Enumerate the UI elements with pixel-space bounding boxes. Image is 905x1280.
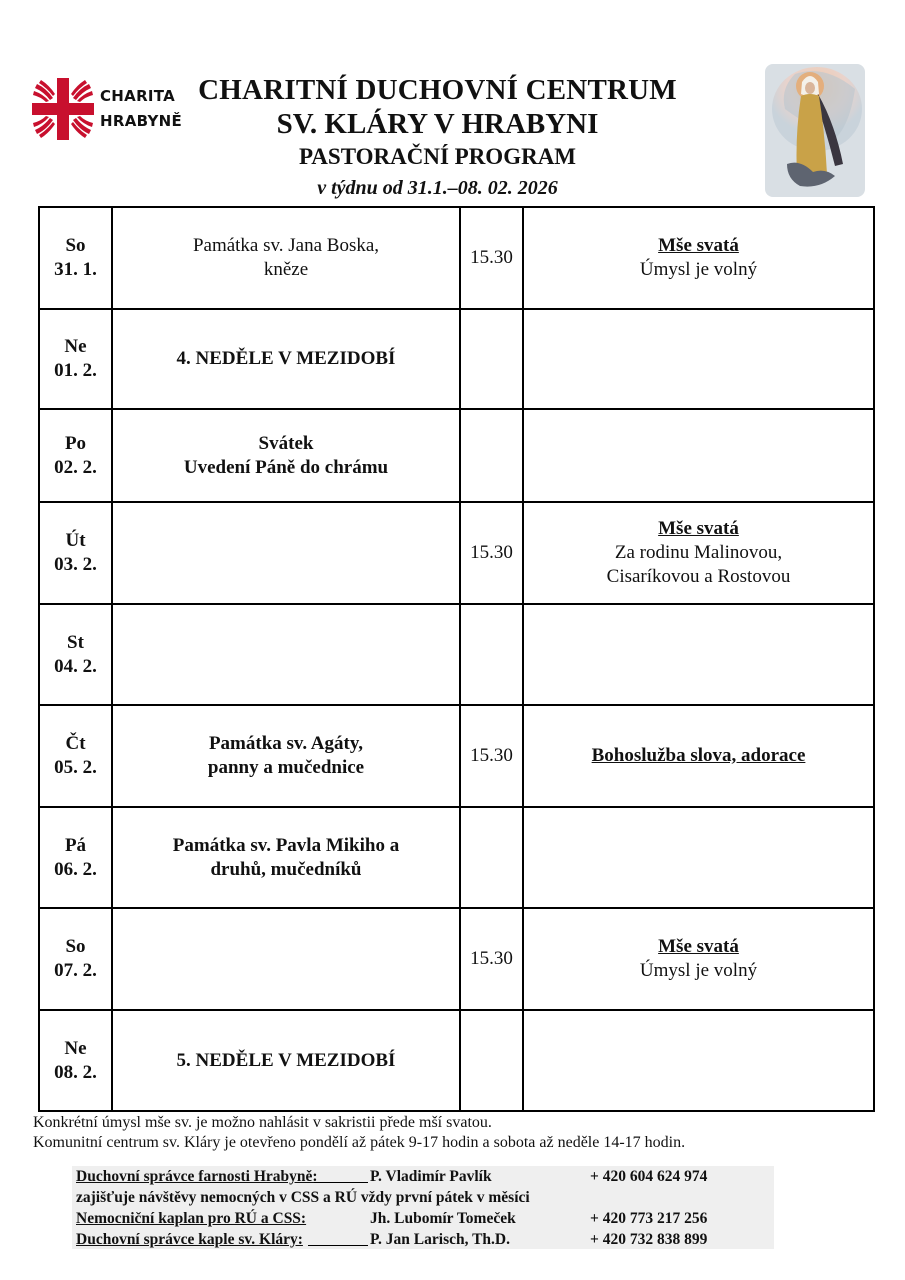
- day-cell: [39, 604, 112, 705]
- event-cell: [523, 1010, 874, 1111]
- day-name: So: [65, 936, 86, 957]
- time-cell: [460, 1010, 523, 1111]
- day-name: So: [65, 235, 86, 256]
- contact-name: P. Jan Larisch, Th.D.: [370, 1231, 510, 1248]
- schedule-row: [39, 502, 874, 604]
- note-opening-hours: Komunitní centrum sv. Kláry je otevřeno pondělí až pátek 9-17 hodin a sobota až neděle 14-17 hodin.: [33, 1134, 686, 1151]
- page-title-line2: SV. KLÁRY V HRABYNI: [276, 108, 599, 140]
- contact-label: Duchovní správce farnosti Hrabyně:: [76, 1168, 318, 1185]
- schedule-row: [39, 1010, 874, 1111]
- day-name: Ne: [64, 1037, 87, 1059]
- logo-line2: HRABYNĚ: [100, 112, 183, 130]
- event-title: Mše svatá: [658, 936, 739, 957]
- event-cell: [523, 908, 874, 1010]
- event-time: 15.30: [470, 542, 513, 563]
- note-mass-intention: Konkrétní úmysl mše sv. je možno nahlásit v sakristii přede mší svatou.: [33, 1114, 492, 1131]
- day-cell: [39, 1010, 112, 1111]
- feast-text: Uvedení Páně do chrámu: [183, 456, 389, 478]
- day-date: 02. 2.: [54, 456, 97, 478]
- time-cell: [460, 705, 523, 807]
- event-cell: [523, 502, 874, 604]
- page-title: CHARITNÍ DUCHOVNÍ CENTRUM: [198, 74, 677, 106]
- day-date: 08. 2.: [54, 1061, 97, 1083]
- time-cell: [460, 807, 523, 908]
- day-date: 07. 2.: [54, 960, 97, 981]
- schedule-row: [39, 807, 874, 908]
- feast-cell: [112, 409, 460, 502]
- day-name: Út: [65, 530, 86, 551]
- contact-phone[interactable]: + 420 604 624 974: [590, 1168, 708, 1185]
- time-cell: [460, 207, 523, 309]
- feast-cell: [112, 908, 460, 1010]
- event-cell: [523, 207, 874, 309]
- contact-row: [72, 1229, 774, 1250]
- header: [170, 74, 705, 203]
- feast-cell: [112, 502, 460, 604]
- day-cell: [39, 409, 112, 502]
- event-cell: [523, 604, 874, 705]
- day-cell: [39, 705, 112, 807]
- day-date: 05. 2.: [54, 757, 97, 778]
- contact-row: [72, 1166, 774, 1187]
- feast-text: 5. NEDĚLE V MEZIDOBÍ: [176, 1049, 396, 1071]
- day-name: Po: [64, 432, 87, 454]
- schedule-row: [39, 309, 874, 409]
- event-cell: [523, 409, 874, 502]
- time-cell: [460, 309, 523, 409]
- day-cell: [39, 908, 112, 1010]
- schedule-row: [39, 207, 874, 309]
- event-intention: Úmysl je volný: [639, 259, 758, 280]
- event-intention: Cisaríkovou a Rostovou: [606, 566, 791, 587]
- notes: [33, 1113, 685, 1153]
- contact-note-row: [72, 1187, 774, 1208]
- schedule-row: [39, 409, 874, 502]
- time-cell: [460, 502, 523, 604]
- contact-name: P. Vladimír Pavlík: [370, 1168, 492, 1185]
- time-cell: [460, 409, 523, 502]
- saint-clare-picture: [765, 64, 865, 197]
- week-range: v týdnu od 31.1.–08. 02. 2026: [317, 177, 558, 199]
- day-name: St: [67, 631, 84, 653]
- schedule-row: [39, 908, 874, 1010]
- schedule-row: [39, 604, 874, 705]
- feast-text: druhů, mučedníků: [210, 858, 362, 880]
- contacts-box: [72, 1166, 774, 1249]
- feast-cell: [112, 705, 460, 807]
- event-cell: [523, 807, 874, 908]
- event-time: 15.30: [470, 948, 513, 969]
- contact-note: zajišťuje návštěvy nemocných v CSS a RÚ vždy první pátek v měsíci: [76, 1189, 530, 1206]
- event-title: Mše svatá: [658, 518, 739, 539]
- day-name: Ne: [64, 336, 87, 357]
- event-intention: Úmysl je volný: [639, 960, 758, 981]
- feast-text: 4. NEDĚLE V MEZIDOBÍ: [176, 348, 396, 369]
- feast-text: Památka sv. Jana Boska,: [192, 235, 380, 256]
- day-name: Čt: [65, 733, 86, 754]
- feast-text: Svátek: [258, 432, 314, 454]
- day-date: 31. 1.: [54, 259, 97, 280]
- event-time: 15.30: [470, 247, 513, 268]
- contact-label: Duchovní správce kaple sv. Kláry:: [76, 1231, 303, 1248]
- feast-text: kněze: [263, 259, 309, 280]
- feast-cell: [112, 309, 460, 409]
- day-cell: [39, 807, 112, 908]
- logo-line1: CHARITA: [100, 87, 176, 105]
- schedule-row: [39, 705, 874, 807]
- schedule-table: [38, 206, 875, 1112]
- feast-cell: [112, 604, 460, 705]
- event-intention: Za rodinu Malinovou,: [614, 542, 783, 563]
- contact-label: Nemocniční kaplan pro RÚ a CSS:: [76, 1210, 307, 1227]
- day-name: Pá: [64, 834, 87, 856]
- contact-name: Jh. Lubomír Tomeček: [370, 1210, 516, 1227]
- day-cell: [39, 309, 112, 409]
- day-date: 06. 2.: [54, 858, 97, 880]
- time-cell: [460, 604, 523, 705]
- event-title: Bohoslužba slova, adorace: [591, 745, 806, 766]
- time-cell: [460, 908, 523, 1010]
- day-date: 01. 2.: [54, 360, 97, 381]
- charita-cross-icon: [32, 78, 94, 140]
- day-date: 03. 2.: [54, 554, 97, 575]
- feast-text: Památka sv. Agáty,: [208, 733, 364, 754]
- event-cell: [523, 309, 874, 409]
- contact-row: [72, 1208, 774, 1229]
- feast-cell: [112, 207, 460, 309]
- event-title: Mše svatá: [658, 235, 739, 256]
- program-subtitle: PASTORAČNÍ PROGRAM: [298, 144, 577, 169]
- day-cell: [39, 502, 112, 604]
- charita-logo: [32, 78, 94, 140]
- fill-line: [314, 1182, 368, 1183]
- contact-phone[interactable]: + 420 732 838 899: [590, 1231, 708, 1248]
- feast-cell: [112, 1010, 460, 1111]
- fill-line: [308, 1245, 368, 1246]
- feast-text: Památka sv. Pavla Mikiho a: [172, 834, 400, 856]
- day-cell: [39, 207, 112, 309]
- feast-text: panny a mučednice: [207, 757, 365, 778]
- contact-phone[interactable]: + 420 773 217 256: [590, 1210, 708, 1227]
- day-date: 04. 2.: [54, 655, 97, 677]
- event-time: 15.30: [470, 745, 513, 766]
- event-cell: [523, 705, 874, 807]
- feast-cell: [112, 807, 460, 908]
